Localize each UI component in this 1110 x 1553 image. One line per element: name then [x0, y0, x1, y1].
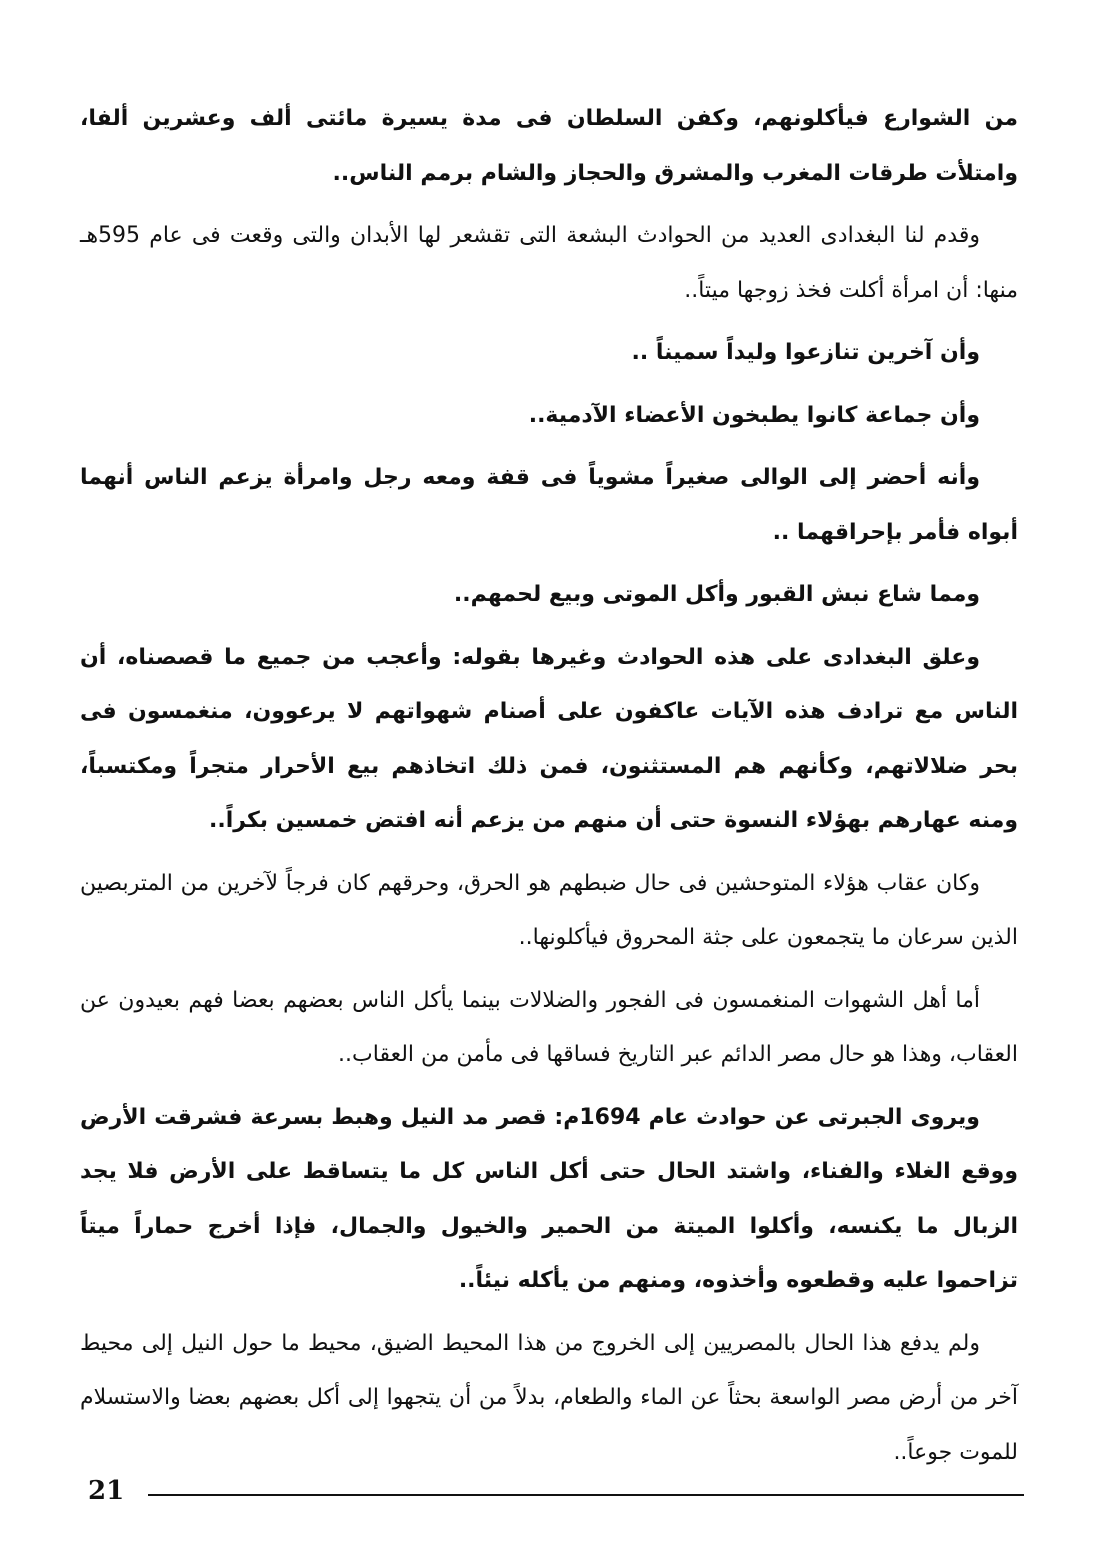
page-body: [80, 92, 1018, 1488]
paragraph: من الشوارع فيأكلونهم، وكفن السلطان فى مدة يسيرة مائتى ألف وعشرين ألفا، وامتلأت طرقات المغرب والمشرق والحجاز والشام برمم الناس..: [80, 106, 1018, 186]
paragraph: أما أهل الشهوات المنغمسون فى الفجور والضلالات بينما يأكل الناس بعضهم بعضا فهم بعيدون عن العقاب، وهذا هو حال مصر الدائم عبر التاريخ فساقها فى مأمن من العقاب..: [80, 987, 1018, 1067]
paragraph: ومما شاع نبش القبور وأكل الموتى وبيع لحمهم..: [453, 582, 980, 607]
page-number: 21: [88, 1476, 125, 1506]
paragraph: وعلق البغدادى على هذه الحوادث وغيرها بقوله: وأعجب من جميع ما قصصناه، أن الناس مع ترادف هذه الآيات عاكفون على أصنام شهواتهم لا يرعوون، منغمسون فى بحر ضلالاتهم، وكأنهم هم المستثنون، فمن ذلك اتخاذهم بيع الأحرار متجراً ومكتسباً، ومنه عهارهم بهؤلاء النسوة حتى أن منهم من يزعم أنه افتض خمسين بكراً..: [80, 644, 1018, 833]
paragraph: ويروى الجبرتى عن حوادث عام 1694م: قصر مد النيل وهبط بسرعة فشرقت الأرض ووقع الغلاء والفناء، واشتد الحال حتى أكل الناس كل ما يتساقط على الأرض فلا يجد الزبال ما يكنسه، وأكلوا الميتة من الحمير والخيول والجمال، فإذا أخرج حماراً ميتاً تزاحموا عليه وقطعوه وأخذوه، ومنهم من يأكله نيئاً..: [80, 1104, 1018, 1293]
paragraph: وأن جماعة كانوا يطبخون الأعضاء الآدمية..: [528, 402, 980, 428]
paragraph: وكان عقاب هؤلاء المتوحشين فى حال ضبطهم هو الحرق، وحرقهم كان فرجاً لآخرين من المتربصين الذين سرعان ما يتجمعون على جثة المحروق فيأكلونها..: [80, 870, 1018, 950]
paragraph: وأن آخرين تنازعوا وليداً سميناً ..: [631, 340, 980, 365]
paragraph: وقدم لنا البغدادى العديد من الحوادث البشعة التى تقشعر لها الأبدان والتى وقعت فى عام 595هـ منها: أن امرأة أكلت فخذ زوجها ميتاً..: [80, 223, 1018, 303]
paragraph: ولم يدفع هذا الحال بالمصريين إلى الخروج من هذا المحيط الضيق، محيط ما حول النيل إلى محيط آخر من أرض مصر الواسعة بحثاً عن الماء والطعام، بدلاً من أن يتجهوا إلى أكل بعضهم بعضا والاستسلام للموت جوعاً..: [80, 1330, 1018, 1465]
footer-divider: [148, 1494, 1024, 1496]
paragraph: وأنه أحضر إلى الوالى صغيراً مشوياً فى قفة ومعه رجل وامرأة يزعم الناس أنهما أبواه فأمر بإحراقهما ..: [80, 465, 1018, 545]
page-footer: [80, 1472, 1025, 1512]
